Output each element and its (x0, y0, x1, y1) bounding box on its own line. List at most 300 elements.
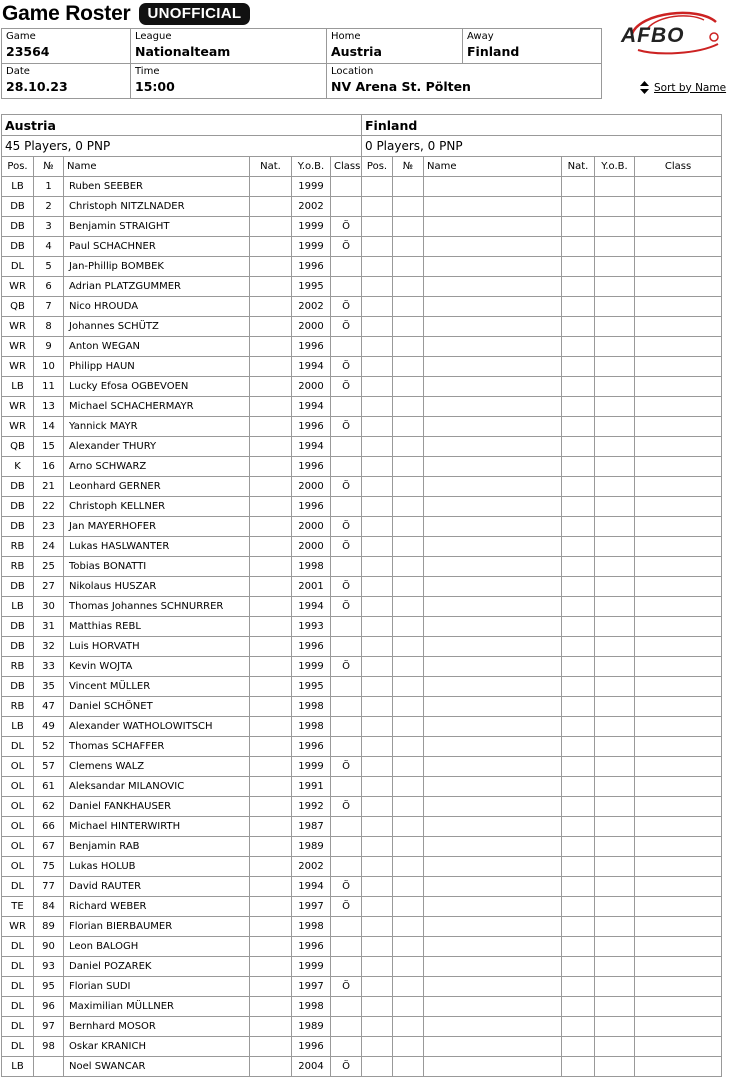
player-class: Ö (331, 577, 362, 597)
empty-cell (595, 597, 635, 617)
player-nat (250, 997, 292, 1017)
page-title: Game Roster (2, 2, 131, 25)
empty-cell (635, 817, 722, 837)
empty-cell (424, 457, 562, 477)
empty-cell (393, 537, 424, 557)
empty-cell (562, 777, 595, 797)
empty-cell (595, 357, 635, 377)
empty-cell (424, 217, 562, 237)
player-number: 2 (34, 197, 64, 217)
player-number: 66 (34, 817, 64, 837)
player-yob: 1999 (292, 217, 331, 237)
empty-cell (362, 1037, 393, 1057)
player-class (331, 457, 362, 477)
league-value: Nationalteam (135, 44, 231, 59)
time-cell (131, 64, 327, 99)
empty-cell (393, 757, 424, 777)
player-number: 9 (34, 337, 64, 357)
empty-cell (595, 917, 635, 937)
player-nat (250, 577, 292, 597)
empty-cell (424, 637, 562, 657)
player-pos: WR (2, 417, 34, 437)
empty-cell (424, 977, 562, 997)
empty-cell (362, 837, 393, 857)
table-row (2, 737, 362, 757)
away-roster-table (361, 114, 722, 1077)
empty-cell (595, 817, 635, 837)
player-class: Ö (331, 977, 362, 997)
empty-cell (562, 637, 595, 657)
home-value: Austria (331, 44, 382, 59)
empty-cell (393, 817, 424, 837)
player-class: Ö (331, 297, 362, 317)
player-name: Philipp HAUN (64, 357, 250, 377)
player-number: 24 (34, 537, 64, 557)
empty-row (362, 417, 722, 437)
player-nat (250, 877, 292, 897)
empty-cell (595, 517, 635, 537)
empty-cell (635, 297, 722, 317)
empty-cell (362, 717, 393, 737)
empty-cell (362, 657, 393, 677)
empty-cell (595, 937, 635, 957)
empty-cell (562, 877, 595, 897)
empty-row (362, 197, 722, 217)
empty-cell (635, 877, 722, 897)
table-row (2, 897, 362, 917)
empty-cell (635, 317, 722, 337)
empty-row (362, 837, 722, 857)
player-yob: 1998 (292, 917, 331, 937)
empty-cell (635, 517, 722, 537)
player-pos: DL (2, 937, 34, 957)
player-class: Ö (331, 1057, 362, 1077)
player-yob: 1998 (292, 697, 331, 717)
table-row (2, 617, 362, 637)
empty-cell (424, 357, 562, 377)
empty-cell (635, 617, 722, 637)
empty-row (362, 917, 722, 937)
player-name: David RAUTER (64, 877, 250, 897)
empty-row (362, 437, 722, 457)
table-row (2, 257, 362, 277)
player-yob: 2000 (292, 317, 331, 337)
player-yob: 1999 (292, 757, 331, 777)
empty-row (362, 537, 722, 557)
player-class (331, 1037, 362, 1057)
table-row (2, 397, 362, 417)
empty-cell (635, 597, 722, 617)
empty-cell (362, 997, 393, 1017)
sort-control[interactable] (640, 81, 726, 94)
col-class: Class (331, 157, 362, 177)
empty-cell (362, 797, 393, 817)
table-row (2, 877, 362, 897)
empty-cell (424, 997, 562, 1017)
player-class (331, 997, 362, 1017)
empty-cell (562, 997, 595, 1017)
player-name: Nikolaus HUSZAR (64, 577, 250, 597)
player-name: Matthias REBL (64, 617, 250, 637)
empty-cell (424, 957, 562, 977)
player-name: Yannick MAYR (64, 417, 250, 437)
empty-cell (362, 897, 393, 917)
empty-cell (393, 737, 424, 757)
empty-cell (362, 197, 393, 217)
empty-cell (595, 877, 635, 897)
empty-cell (595, 957, 635, 977)
player-class (331, 837, 362, 857)
empty-cell (362, 417, 393, 437)
empty-cell (362, 777, 393, 797)
empty-cell (393, 877, 424, 897)
player-nat (250, 557, 292, 577)
empty-cell (393, 917, 424, 937)
player-pos: RB (2, 657, 34, 677)
home-cell (327, 29, 463, 64)
empty-cell (362, 517, 393, 537)
empty-cell (424, 677, 562, 697)
empty-cell (635, 237, 722, 257)
empty-cell (393, 257, 424, 277)
empty-cell (362, 697, 393, 717)
empty-cell (424, 837, 562, 857)
player-class: Ö (331, 477, 362, 497)
empty-cell (362, 437, 393, 457)
empty-cell (362, 677, 393, 697)
player-number: 22 (34, 497, 64, 517)
player-pos: LB (2, 597, 34, 617)
empty-cell (562, 937, 595, 957)
empty-cell (595, 697, 635, 717)
table-row (2, 1017, 362, 1037)
table-row (2, 417, 362, 437)
empty-cell (362, 737, 393, 757)
player-pos: DL (2, 977, 34, 997)
empty-cell (424, 857, 562, 877)
player-pos: DB (2, 677, 34, 697)
empty-cell (635, 937, 722, 957)
empty-row (362, 697, 722, 717)
player-number: 10 (34, 357, 64, 377)
player-yob: 2000 (292, 377, 331, 397)
empty-cell (424, 577, 562, 597)
empty-cell (393, 317, 424, 337)
player-class (331, 497, 362, 517)
player-nat (250, 377, 292, 397)
player-number: 96 (34, 997, 64, 1017)
empty-cell (562, 337, 595, 357)
player-class: Ö (331, 317, 362, 337)
empty-cell (424, 177, 562, 197)
player-pos: DB (2, 197, 34, 217)
empty-cell (635, 477, 722, 497)
empty-cell (362, 977, 393, 997)
empty-cell (635, 377, 722, 397)
player-class (331, 617, 362, 637)
empty-cell (393, 897, 424, 917)
empty-cell (362, 457, 393, 477)
player-name: Thomas SCHAFFER (64, 737, 250, 757)
empty-cell (562, 757, 595, 777)
empty-cell (562, 697, 595, 717)
home-label: Home (331, 31, 361, 42)
player-class (331, 397, 362, 417)
home-team-summary: 45 Players, 0 PNP (2, 136, 362, 157)
empty-cell (424, 917, 562, 937)
player-nat (250, 777, 292, 797)
empty-cell (393, 397, 424, 417)
unofficial-badge: UNOFFICIAL (139, 3, 251, 25)
empty-cell (595, 717, 635, 737)
player-number: 90 (34, 937, 64, 957)
empty-cell (635, 757, 722, 777)
empty-cell (393, 357, 424, 377)
player-class (331, 777, 362, 797)
empty-cell (562, 197, 595, 217)
empty-cell (562, 1017, 595, 1037)
empty-cell (595, 897, 635, 917)
empty-cell (424, 797, 562, 817)
player-pos: DL (2, 737, 34, 757)
player-nat (250, 517, 292, 537)
logo-text: AFBO (621, 24, 685, 47)
player-yob: 1989 (292, 837, 331, 857)
table-row (2, 337, 362, 357)
player-nat (250, 1017, 292, 1037)
empty-cell (562, 1057, 595, 1077)
player-class (331, 437, 362, 457)
empty-cell (595, 297, 635, 317)
player-number: 27 (34, 577, 64, 597)
player-yob: 1994 (292, 597, 331, 617)
empty-row (362, 857, 722, 877)
player-number: 33 (34, 657, 64, 677)
player-pos: RB (2, 537, 34, 557)
empty-cell (362, 877, 393, 897)
empty-cell (635, 957, 722, 977)
player-pos: DB (2, 477, 34, 497)
player-pos: WR (2, 277, 34, 297)
empty-cell (635, 917, 722, 937)
player-number: 3 (34, 217, 64, 237)
empty-cell (424, 517, 562, 537)
empty-cell (635, 977, 722, 997)
player-number: 97 (34, 1017, 64, 1037)
player-name: Christoph KELLNER (64, 497, 250, 517)
player-class: Ö (331, 877, 362, 897)
empty-cell (562, 317, 595, 337)
empty-cell (595, 237, 635, 257)
player-nat (250, 757, 292, 777)
empty-cell (362, 377, 393, 397)
empty-cell (362, 1017, 393, 1037)
empty-row (362, 397, 722, 417)
player-name: Lucky Efosa OGBEVOEN (64, 377, 250, 397)
empty-cell (393, 337, 424, 357)
empty-cell (362, 577, 393, 597)
away-cell (463, 29, 602, 64)
player-class: Ö (331, 797, 362, 817)
empty-cell (562, 477, 595, 497)
empty-cell (635, 177, 722, 197)
empty-cell (595, 437, 635, 457)
player-yob: 1999 (292, 657, 331, 677)
col-yob: Y.o.B. (595, 157, 635, 177)
empty-cell (362, 857, 393, 877)
empty-cell (595, 177, 635, 197)
empty-cell (562, 417, 595, 437)
table-row (2, 1057, 362, 1077)
empty-cell (424, 757, 562, 777)
player-pos: OL (2, 857, 34, 877)
table-row (2, 777, 362, 797)
player-name: Lukas HOLUB (64, 857, 250, 877)
player-yob: 2000 (292, 517, 331, 537)
empty-cell (595, 737, 635, 757)
player-pos: WR (2, 357, 34, 377)
player-class (331, 717, 362, 737)
player-class: Ö (331, 897, 362, 917)
game-value: 23564 (6, 44, 50, 59)
player-pos: WR (2, 317, 34, 337)
table-row (2, 837, 362, 857)
empty-cell (424, 1017, 562, 1037)
player-name: Luis HORVATH (64, 637, 250, 657)
player-yob: 1999 (292, 237, 331, 257)
player-nat (250, 397, 292, 417)
player-pos: DB (2, 637, 34, 657)
player-class: Ö (331, 657, 362, 677)
col-num: № (393, 157, 424, 177)
player-number: 15 (34, 437, 64, 457)
empty-cell (635, 717, 722, 737)
player-pos: DB (2, 617, 34, 637)
empty-cell (635, 417, 722, 437)
empty-cell (635, 1057, 722, 1077)
player-name: Thomas Johannes SCHNURRER (64, 597, 250, 617)
empty-cell (595, 257, 635, 277)
player-name: Bernhard MOSOR (64, 1017, 250, 1037)
player-nat (250, 637, 292, 657)
player-number: 47 (34, 697, 64, 717)
player-yob: 1999 (292, 177, 331, 197)
empty-cell (393, 657, 424, 677)
empty-row (362, 577, 722, 597)
empty-cell (635, 777, 722, 797)
empty-cell (424, 597, 562, 617)
empty-cell (562, 817, 595, 837)
empty-cell (424, 397, 562, 417)
player-yob: 1996 (292, 937, 331, 957)
empty-cell (595, 217, 635, 237)
date-value: 28.10.23 (6, 79, 68, 94)
empty-row (362, 897, 722, 917)
player-number: 7 (34, 297, 64, 317)
empty-cell (635, 1037, 722, 1057)
empty-cell (595, 657, 635, 677)
col-class: Class (635, 157, 722, 177)
table-row (2, 477, 362, 497)
empty-cell (424, 317, 562, 337)
player-name: Clemens WALZ (64, 757, 250, 777)
player-pos: TE (2, 897, 34, 917)
player-nat (250, 937, 292, 957)
player-class (331, 677, 362, 697)
empty-cell (595, 497, 635, 517)
empty-cell (562, 177, 595, 197)
player-name: Tobias BONATTI (64, 557, 250, 577)
player-name: Daniel POZAREK (64, 957, 250, 977)
table-row (2, 937, 362, 957)
player-name: Lukas HASLWANTER (64, 537, 250, 557)
player-name: Kevin WOJTA (64, 657, 250, 677)
empty-cell (595, 677, 635, 697)
empty-cell (562, 557, 595, 577)
player-nat (250, 537, 292, 557)
empty-cell (424, 877, 562, 897)
player-nat (250, 897, 292, 917)
location-cell (327, 64, 602, 99)
empty-cell (393, 377, 424, 397)
empty-row (362, 357, 722, 377)
empty-row (362, 637, 722, 657)
home-team-name: Austria (2, 115, 362, 136)
table-row (2, 177, 362, 197)
player-pos: OL (2, 797, 34, 817)
player-pos: WR (2, 337, 34, 357)
table-row (2, 817, 362, 837)
empty-row (362, 237, 722, 257)
player-yob: 1997 (292, 897, 331, 917)
empty-cell (393, 857, 424, 877)
table-row (2, 597, 362, 617)
empty-row (362, 817, 722, 837)
empty-cell (393, 957, 424, 977)
player-class (331, 337, 362, 357)
empty-cell (595, 557, 635, 577)
home-roster-table (1, 114, 362, 1077)
empty-row (362, 337, 722, 357)
table-row (2, 217, 362, 237)
player-name: Michael HINTERWIRTH (64, 817, 250, 837)
player-yob: 1996 (292, 737, 331, 757)
player-name: Noel SWANCAR (64, 1057, 250, 1077)
empty-cell (635, 397, 722, 417)
empty-cell (635, 897, 722, 917)
empty-cell (393, 717, 424, 737)
player-nat (250, 317, 292, 337)
empty-cell (635, 657, 722, 677)
sort-by-name-link[interactable]: Sort by Name (654, 81, 727, 94)
empty-cell (595, 977, 635, 997)
player-class (331, 957, 362, 977)
table-row (2, 977, 362, 997)
player-nat (250, 417, 292, 437)
player-pos: LB (2, 1057, 34, 1077)
empty-cell (393, 1017, 424, 1037)
empty-cell (424, 617, 562, 637)
empty-cell (635, 857, 722, 877)
player-name: Jan MAYERHOFER (64, 517, 250, 537)
player-number: 13 (34, 397, 64, 417)
table-row (2, 857, 362, 877)
empty-cell (562, 977, 595, 997)
player-nat (250, 297, 292, 317)
col-pos: Pos. (2, 157, 34, 177)
empty-cell (595, 577, 635, 597)
empty-cell (562, 1037, 595, 1057)
